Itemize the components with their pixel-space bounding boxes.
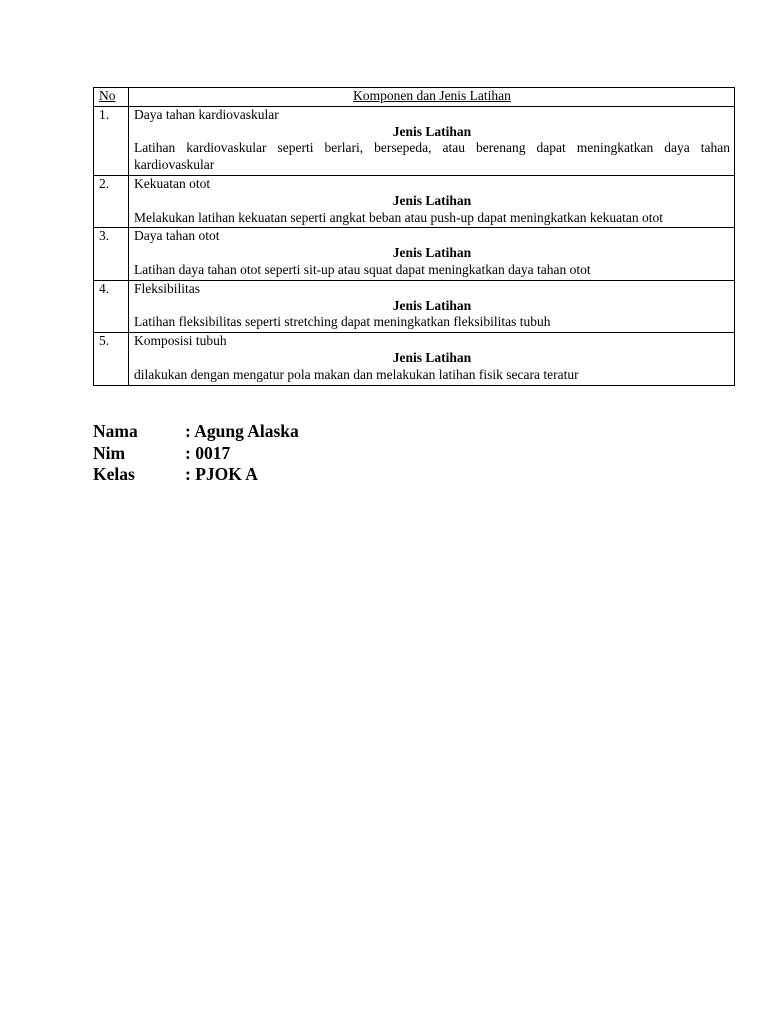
table-row	[94, 280, 735, 332]
component-name: Daya tahan kardiovaskular	[134, 106, 279, 122]
identity-row-kelas	[93, 464, 299, 486]
identity-row-nama	[93, 421, 299, 443]
exercise-subheading: Jenis Latihan	[392, 123, 472, 139]
row-content	[129, 228, 735, 280]
exercise-description: dilakukan dengan mengatur pola makan dan melakukan latihan fisik secara teratur	[134, 366, 579, 382]
nim-label: Nim	[93, 442, 126, 463]
nama-value: : Agung Alaska	[185, 421, 299, 441]
component-name: Kekuatan otot	[134, 175, 211, 191]
exercise-subheading: Jenis Latihan	[392, 192, 472, 208]
header-no	[94, 88, 129, 107]
row-number: 1.	[94, 106, 129, 175]
row-content	[129, 280, 735, 332]
row-content	[129, 175, 735, 227]
student-identity	[93, 421, 299, 486]
table-header-row	[94, 88, 735, 107]
table-row	[94, 333, 735, 385]
kelas-value: : PJOK A	[185, 464, 258, 484]
component-name: Fleksibilitas	[134, 280, 201, 296]
nama-label: Nama	[93, 421, 138, 441]
component-name: Daya tahan otot	[134, 228, 220, 244]
row-number: 4.	[94, 280, 129, 332]
row-number: 2.	[94, 175, 129, 227]
row-number: 3.	[94, 228, 129, 280]
table-row	[94, 106, 735, 175]
row-content	[129, 333, 735, 385]
table-row	[94, 228, 735, 280]
exercise-description: Latihan fleksibilitas seperti stretching dapat meningkatkan fleksibilitas tubuh	[134, 314, 551, 330]
header-no-label: No	[99, 88, 116, 103]
exercise-subheading: Jenis Latihan	[392, 297, 472, 313]
identity-row-nim	[93, 443, 299, 465]
header-title-label: Komponen dan Jenis Latihan	[353, 88, 511, 103]
exercise-subheading: Jenis Latihan	[392, 349, 472, 365]
nim-value: : 0017	[185, 442, 231, 463]
exercise-description: Latihan kardiovaskular seperti berlari, bersepeda, atau berenang dapat meningkatkan daya tahan kardiovaskular	[134, 140, 730, 173]
header-title	[129, 88, 735, 107]
row-number: 5.	[94, 333, 129, 385]
table-row	[94, 175, 735, 227]
kelas-label: Kelas	[93, 464, 135, 484]
exercise-subheading: Jenis Latihan	[392, 245, 472, 261]
exercise-description: Latihan daya tahan otot seperti sit-up atau squat dapat meningkatkan daya tahan otot	[134, 261, 591, 277]
exercise-table	[93, 87, 735, 386]
exercise-description: Melakukan latihan kekuatan seperti angkat beban atau push-up dapat meningkatkan kekuatan otot	[134, 209, 663, 225]
component-name: Komposisi tubuh	[134, 333, 227, 349]
row-content	[129, 106, 735, 175]
